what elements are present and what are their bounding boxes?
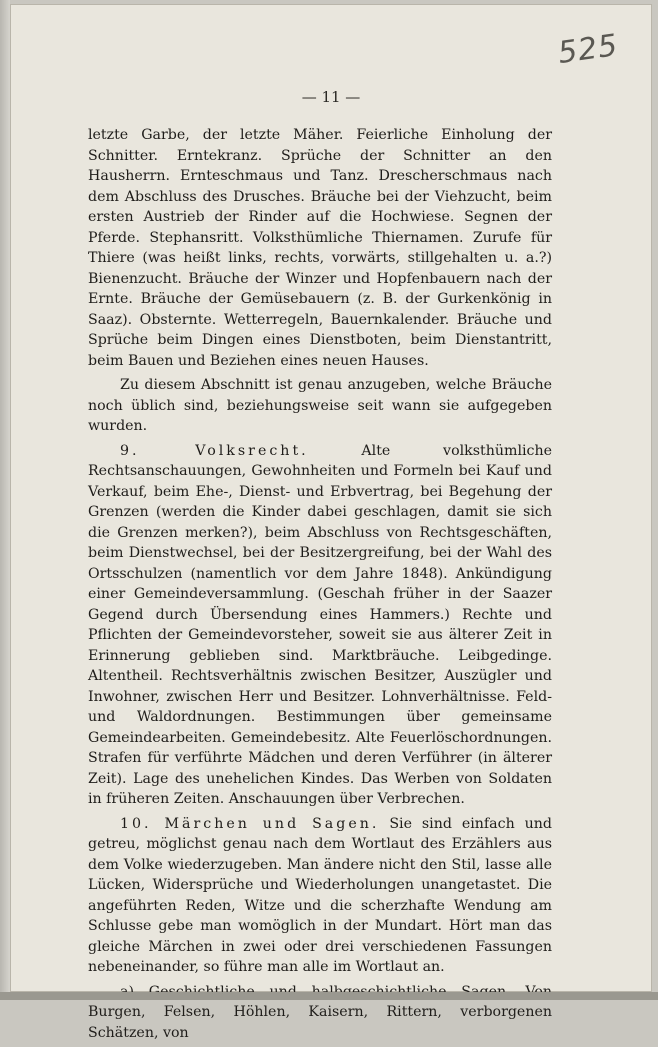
section-heading: 10. Märchen und Sagen. bbox=[120, 815, 380, 832]
paragraph-note: Zu diesem Abschnitt ist genau anzugeben, welche Bräuche noch üblich sind, beziehungsweise seit wann sie aufgegeben wurden. bbox=[88, 377, 552, 434]
paragraph-harvest-customs: letzte Garbe, der letzte Mäher. Feierliche Einholung der Schnitter. Erntekranz. Sprüche der Schnitter an den Hausherrn. Ernteschmaus und Tanz. Drescherschmaus nach dem Abschluss des Drusches. Bräuche bei der Viehzucht, beim ersten Austrieb der Rinder auf die Hochwiese. Segnen der Pferde. Stephansritt. Volksthümliche Thiernamen. Zurufe für Thiere (was heißt links, rechts, vorwärts, stillgehalten u. a.?) Bienenzucht. Bräuche der Winzer und Hopfenbauern nach der Ernte. Bräuche der Gemüsebauern (z. B. der Gurkenkönig in Saaz). Obsternte. Wetterregeln, Bauernkalender. Bräuche und Sprüche beim Dingen eines Dienstboten, beim Dienstantritt, beim Bauen und Beziehen eines neuen Hauses. bbox=[88, 127, 552, 369]
page-bottom-edge bbox=[0, 992, 658, 1000]
paragraph-volksrecht: 9. Volksrecht. Alte volksthümliche Rechtsanschauungen, Gewohnheiten und Formeln bei Kauf und Verkauf, beim Ehe-, Dienst- und Erbvertrag, bei Begehung der Grenzen (werden die Kinder dabei geschlagen, damit sie sich die Grenzen merken?), beim Abschluss von Rechtsgeschäften, beim Dienstwechsel, bei der Besitzergreifung, bei der Wahl des Ortsschulzen (namentlich vor dem Jahre 1848). Ankündigung einer Gemeindeversammlung. (Geschah früher in der Saazer Gegend durch Übersendung eines Hammers.) Rechte und Pflichten der Gemeindevorsteher, soweit sie aus älterer Zeit in Erinnerung geblieben sind. Marktbräuche. Leibgedinge. Altentheil. Rechtsverhältnis zwischen Besitzer, Auszügler und Inwohner, zwischen Herr und Besitzer. Lohnverhältnisse. Feld- und Waldordnungen. Bestimmungen über gemeinsame Gemeindearbeiten. Gemeindebesitz. Alte Feuerlöschordnungen. Strafen für verführte Mädchen und deren Verführer (in älterer Zeit). Lage des unehelichen Kindes. Das Werben von Soldaten in früheren Zeiten. Anschauungen über Verbrechen. bbox=[88, 442, 553, 807]
book-gutter bbox=[0, 0, 10, 1000]
body-text bbox=[88, 125, 552, 1047]
book-page bbox=[10, 4, 652, 1041]
paragraph-maerchen: 10. Märchen und Sagen. Sie sind einfach und getreu, möglichst genau nach dem Wortlaut des Erzählers aus dem Volke wiederzugeben. Man ändere nicht den Stil, lasse alle Lücken, Widersprüche und Wiederholungen unangetastet. Die angeführten Reden, Witze und die scherzhafte Wendung am Schlusse gebe man womöglich in der Mundart. Hört man das gleiche Märchen in zwei oder drei verschiedenen Fassungen nebeneinander, so führe man alle im Wortlaut an. bbox=[88, 815, 553, 975]
handwritten-annotation: 525 bbox=[555, 27, 621, 72]
page-number: — 11 — bbox=[301, 88, 361, 106]
section-heading: 9. Volksrecht. bbox=[120, 442, 309, 459]
paragraph-sagen: Burgen, Felsen, Höhlen, Kaisern, Rittern, verborgenen Schätzen, von bbox=[88, 1004, 552, 1041]
